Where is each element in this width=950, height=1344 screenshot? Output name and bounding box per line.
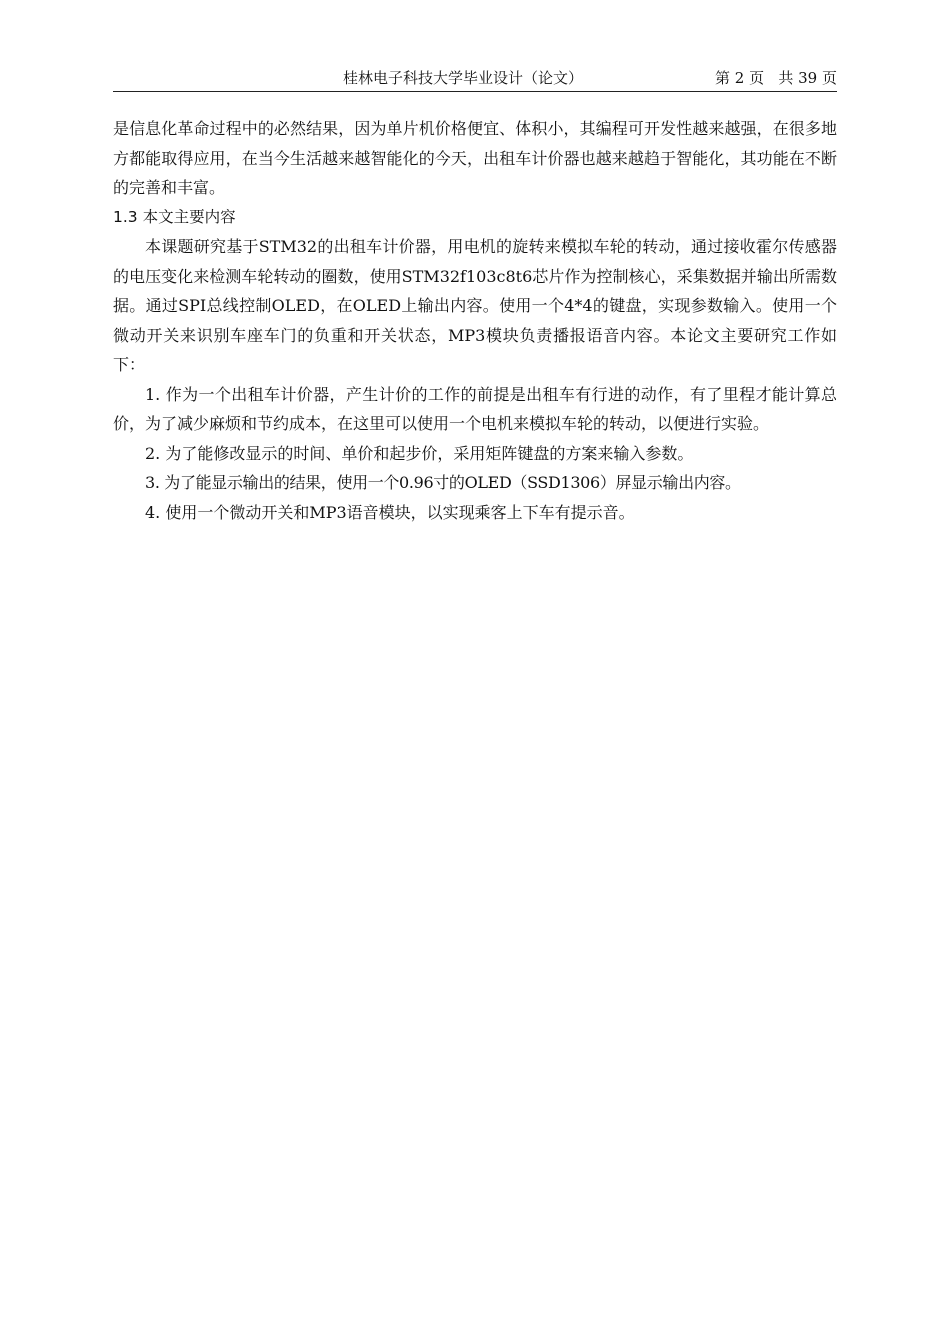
header-page-info: 第 2 页 共 39 页 bbox=[714, 69, 837, 87]
list-item-4: 4. 使用一个微动开关和MP3语音模块，以实现乘客上下车有提示音。 bbox=[145, 502, 635, 522]
document-body bbox=[113, 114, 837, 527]
list-item-2: 2. 为了能修改显示的时间、单价和起步价，采用矩阵键盘的方案来输入参数。 bbox=[145, 443, 694, 463]
header-title: 桂林电子科技大学毕业设计（论文） bbox=[343, 69, 584, 87]
list-item-3: 3. 为了能显示输出的结果，使用一个0.96寸的OLED（SSD1306）屏显示输出内容。 bbox=[145, 473, 741, 492]
section-heading: 1.3 本文主要内容 bbox=[113, 207, 236, 226]
page-header bbox=[113, 66, 837, 92]
main-paragraph: 本课题研究基于STM32的出租车计价器，用电机的旋转来模拟车轮的转动，通过接收霍尔传感器的电压变化来检测车轮转动的圈数，使用STM32f103c8t6芯片作为控制核心，采集数据并输出所需数据。通过SPI总线控制OLED，在OLED上输出内容。使用一个4*4的键盘，实现参数输入。使用一个微动开关来识别车座车门的负重和开关状态，MP3模块负责播报语音内容。本论文主要研究工作如下： bbox=[113, 237, 837, 374]
intro-paragraph: 是信息化革命过程中的必然结果，因为单片机价格便宜、体积小，其编程可开发性越来越强，在很多地方都能取得应用，在当今生活越来越智能化的今天，出租车计价器也越来越趋于智能化，其功能在不断的完善和丰富。 bbox=[113, 119, 837, 197]
list-item-1: 1. 作为一个出租车计价器，产生计价的工作的前提是出租车有行进的动作，有了里程才能计算总价，为了减少麻烦和节约成本，在这里可以使用一个电机来模拟车轮的转动，以便进行实验。 bbox=[113, 384, 837, 433]
